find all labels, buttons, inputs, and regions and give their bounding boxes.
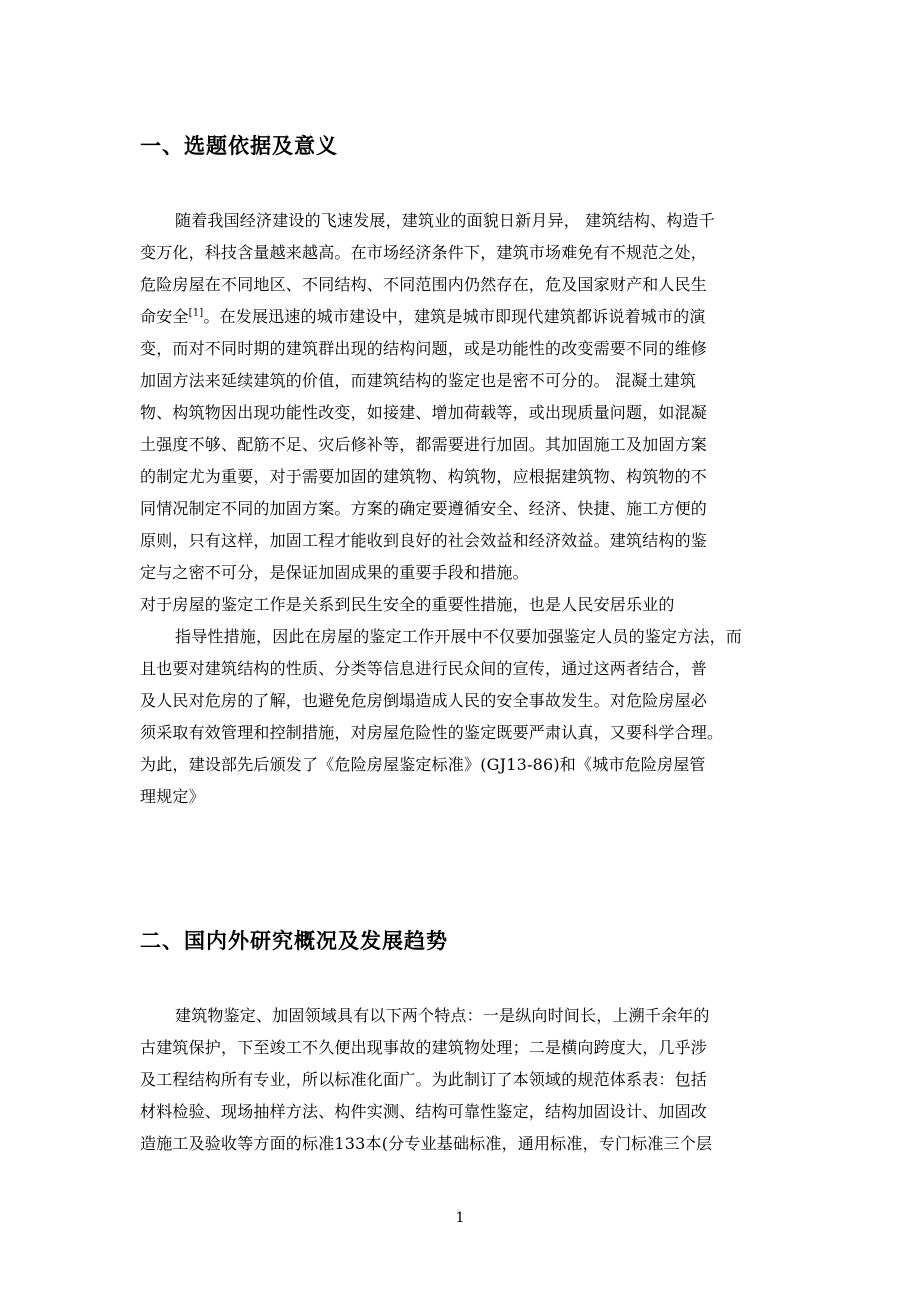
- paragraph-line: 加固方法来延续建筑的价值，而建筑结构的鉴定也是密不可分的。 混凝土建筑: [140, 371, 697, 390]
- paragraph-line: 且也要对建筑结构的性质、分类等信息进行民众间的宣传，通过这两者结合，普: [140, 659, 708, 678]
- paragraph-line: 须采取有效管理和控制措施，对房屋危险性的鉴定既要严肃认真，又要科学合理。: [140, 723, 724, 742]
- page-number: 1: [455, 1210, 465, 1226]
- paragraph-line: 理规定》: [140, 787, 205, 806]
- section-heading-1: 一、选题依据及意义: [140, 133, 338, 158]
- paragraph-line: 变万化，科技含量越来越高。在市场经济条件下，建筑市场难免有不规范之处，: [140, 243, 708, 262]
- paragraph-line: 同情况制定不同的加固方案。方案的确定要遵循安全、经济、快捷、施工方便的: [140, 499, 708, 518]
- paragraph-line-start: 命安全: [140, 307, 189, 326]
- section-heading-2: 二、国内外研究概况及发展趋势: [140, 928, 448, 953]
- paragraph-line: 危险房屋在不同地区、不同结构、不同范围内仍然存在，危及国家财产和人民生: [140, 275, 708, 294]
- paragraph-line: 变，而对不同时期的建筑群出现的结构问题，或是功能性的改变需要不同的维修: [140, 339, 708, 358]
- paragraph-line: 土强度不够、配筋不足、灾后修补等，都需要进行加固。其加固施工及加固方案: [140, 435, 708, 454]
- paragraph-line: 建筑物鉴定、加固领域具有以下两个特点：一是纵向时间长，上溯千余年的: [175, 1006, 710, 1025]
- paragraph-line: 物、构筑物因出现功能性改变，如接建、增加荷载等，或出现质量问题，如混凝: [140, 403, 708, 422]
- paragraph-line: 的制定尤为重要，对于需要加固的建筑物、构筑物，应根据建筑物、构筑物的不: [140, 467, 708, 486]
- paragraph-line: 随着我国经济建设的飞速发展，建筑业的面貌日新月异， 建筑结构、构造千: [175, 211, 715, 230]
- paragraph-line: 及人民对危房的了解，也避免危房倒塌造成人民的安全事故发生。对危险房屋必: [140, 691, 708, 710]
- paragraph-line: 古建筑保护，下至竣工不久便出现事故的建筑物处理；二是横向跨度大，几乎涉: [140, 1038, 708, 1057]
- paragraph-line: 指导性措施，因此在房屋的鉴定工作开展中不仅要加强鉴定人员的鉴定方法，而: [175, 627, 743, 646]
- paragraph-line: 对于房屋的鉴定工作是关系到民生安全的重要性措施，也是人民安居乐业的: [140, 595, 675, 614]
- paragraph-line: 造施工及验收等方面的标准133本(分专业基础标准，通用标准，专门标准三个层: [140, 1134, 713, 1153]
- paragraph-line-end: 。在发展迅速的城市建设中，建筑是城市即现代建筑都诉说着城市的演: [203, 307, 706, 326]
- paragraph-line: 定与之密不可分，是保证加固成果的重要手段和措施。: [140, 563, 529, 582]
- paragraph-line: [140, 304, 706, 327]
- paragraph-line: 原则，只有这样，加固工程才能收到良好的社会效益和经济效益。建筑结构的鉴: [140, 531, 708, 550]
- paragraph-line: 为此，建设部先后颁发了《危险房屋鉴定标准》(GJ13-86)和《城市危险房屋管: [140, 755, 706, 774]
- paragraph-line: 及工程结构所有专业，所以标准化面广。为此制订了本领域的规范体系表：包括: [140, 1070, 708, 1089]
- paragraph-line: 材料检验、现场抽样方法、构件实测、结构可靠性鉴定，结构加固设计、加固改: [140, 1102, 708, 1121]
- citation-marker: [1]: [188, 307, 204, 319]
